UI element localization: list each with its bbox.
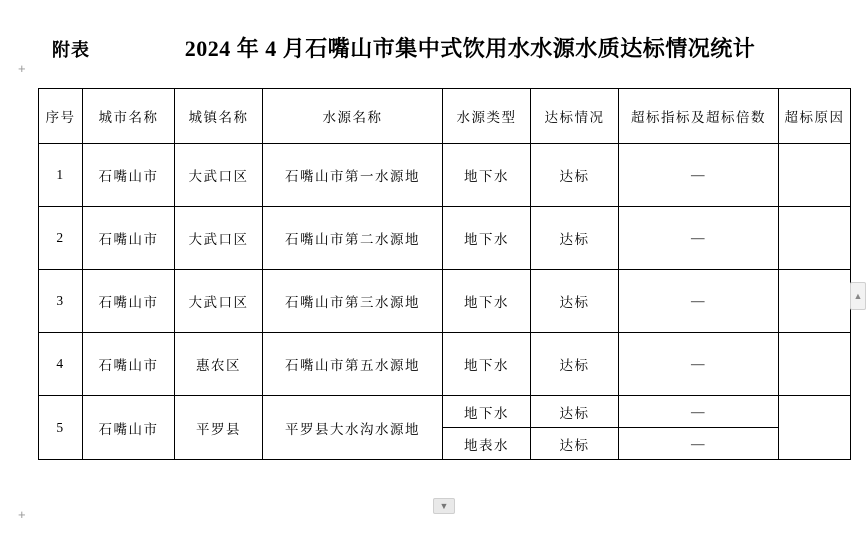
cell-exceed: — [619,144,779,207]
column-header-seq: 序号 [39,89,83,144]
statistics-table [38,88,851,460]
crop-mark-top-left: + [18,61,26,76]
cell-town: 惠农区 [175,333,263,396]
cell-type: 地表水 [443,428,531,460]
cell-reason [779,270,851,333]
cell-city: 石嘴山市 [83,333,175,396]
table-row [39,333,851,396]
statistics-table-container [38,88,845,460]
cell-exceed: — [619,333,779,396]
cell-status: 达标 [531,144,619,207]
table-row [39,396,851,428]
cell-status: 达标 [531,207,619,270]
cell-reason [779,144,851,207]
column-header-reason: 超标原因 [779,89,851,144]
cell-source: 石嘴山市第二水源地 [263,207,443,270]
chevron-down-icon: ▼ [439,501,449,511]
cell-seq: 1 [39,144,83,207]
cell-exceed: — [619,396,779,428]
cell-type: 地下水 [443,144,531,207]
cell-type: 地下水 [443,207,531,270]
cell-city: 石嘴山市 [83,144,175,207]
cell-city: 石嘴山市 [83,396,175,460]
table-row [39,270,851,333]
cell-status: 达标 [531,270,619,333]
cell-town: 大武口区 [175,144,263,207]
cell-status: 达标 [531,396,619,428]
crop-mark-bottom-left: + [18,507,26,522]
column-header-type: 水源类型 [443,89,531,144]
cell-status: 达标 [531,333,619,396]
table-header [39,89,851,144]
cell-seq: 2 [39,207,83,270]
column-header-status: 达标情况 [531,89,619,144]
cell-source: 石嘴山市第五水源地 [263,333,443,396]
cell-seq: 4 [39,333,83,396]
cell-reason [779,396,851,460]
column-header-exceed: 超标指标及超标倍数 [619,89,779,144]
cell-town: 大武口区 [175,207,263,270]
cell-exceed: — [619,270,779,333]
cell-city: 石嘴山市 [83,270,175,333]
cell-source: 石嘴山市第三水源地 [263,270,443,333]
cell-reason [779,333,851,396]
table-body [39,144,851,460]
page-title: 2024 年 4 月石嘴山市集中式饮用水水源水质达标情况统计 [184,36,756,61]
cell-seq: 5 [39,396,83,460]
cell-seq: 3 [39,270,83,333]
cell-type: 地下水 [443,333,531,396]
cell-source: 平罗县大水沟水源地 [263,396,443,460]
table-row [39,144,851,207]
cell-reason [779,207,851,270]
cell-exceed: — [619,428,779,460]
table-row [39,207,851,270]
column-header-town: 城镇名称 [175,89,263,144]
attachment-label: 附表 [52,40,90,60]
cell-city: 石嘴山市 [83,207,175,270]
chevron-up-icon: ▲ [853,291,863,301]
scrollbar-thumb-vertical[interactable] [850,282,866,310]
cell-type: 地下水 [443,270,531,333]
cell-type: 地下水 [443,396,531,428]
table-header-row [39,89,851,144]
column-header-source: 水源名称 [263,89,443,144]
column-header-city: 城市名称 [83,89,175,144]
cell-source: 石嘴山市第一水源地 [263,144,443,207]
cell-town: 平罗县 [175,396,263,460]
scrollbar-thumb-horizontal[interactable] [433,498,455,514]
cell-exceed: — [619,207,779,270]
cell-town: 大武口区 [175,270,263,333]
cell-status: 达标 [531,428,619,460]
